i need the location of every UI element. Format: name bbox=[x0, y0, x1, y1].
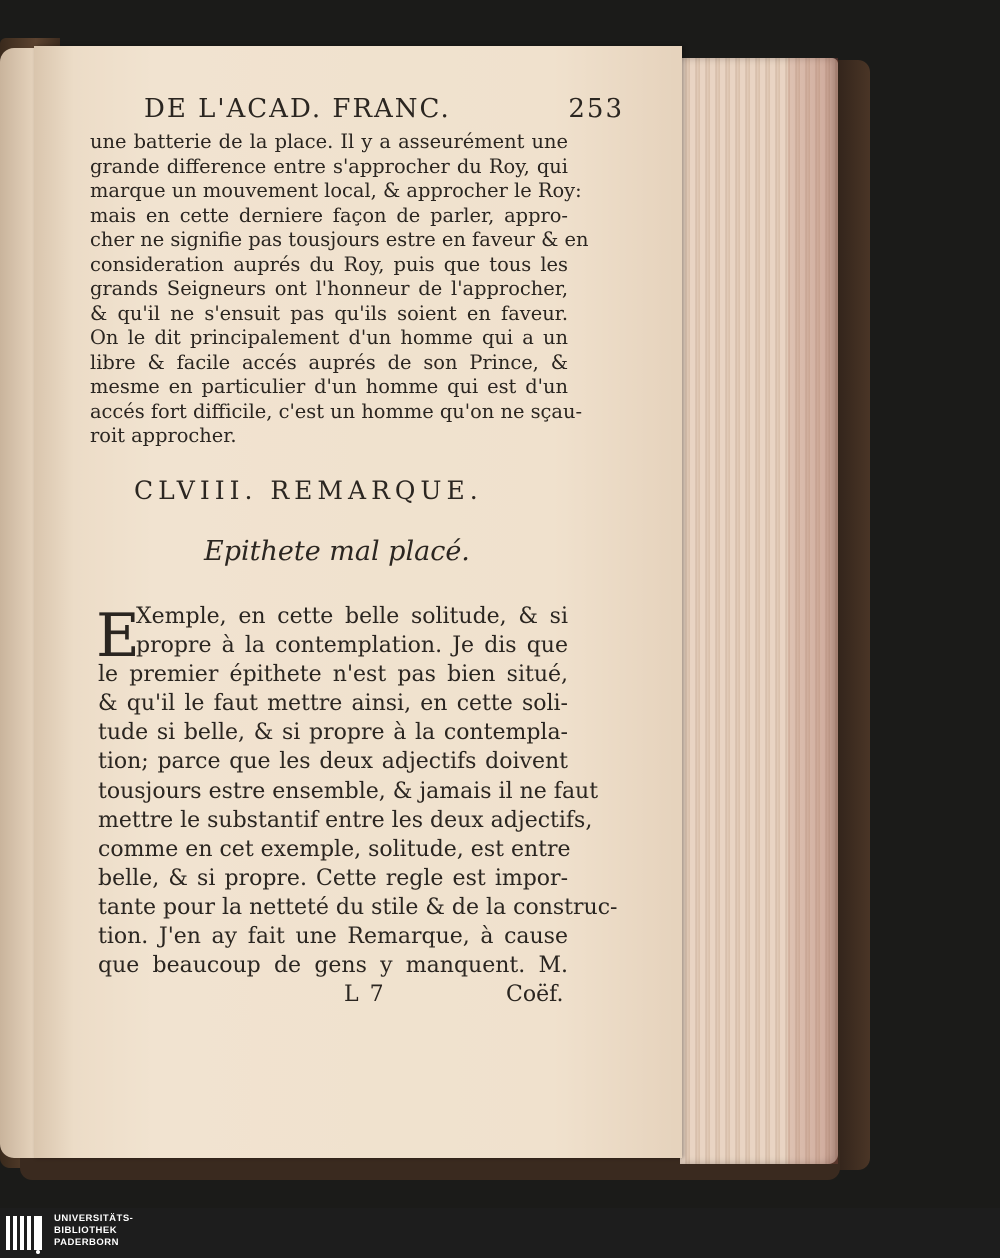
text-line: le premier épithete n'est pas bien situé, bbox=[98, 662, 568, 688]
text-line: que beaucoup de gens y manquent. M. bbox=[98, 953, 568, 979]
text-line: consideration auprés du Roy, puis que tous les bbox=[90, 252, 568, 276]
running-head bbox=[144, 94, 624, 134]
text-line: tousjours estre ensemble, & jamais il ne faut bbox=[98, 778, 599, 804]
library-name-line: PADERBORN bbox=[54, 1237, 120, 1248]
continued-text bbox=[90, 130, 589, 449]
text-line: roit approcher. bbox=[90, 424, 237, 447]
text-line: une batterie de la place. Il y a asseurément une bbox=[90, 130, 568, 153]
text-line: accés fort difficile, c'est un homme qu'on ne sçau- bbox=[90, 399, 582, 423]
text-line: & qu'il ne s'ensuit pas qu'ils soient en faveur. bbox=[90, 301, 568, 325]
library-name-line: BIBLIOTHEK bbox=[54, 1225, 118, 1236]
text-line: grands Seigneurs ont l'honneur de l'approcher, bbox=[90, 277, 568, 300]
drop-cap: E bbox=[96, 601, 140, 671]
page-number: 253 bbox=[568, 94, 624, 124]
text-line: Xemple, en cette belle solitude, & si bbox=[136, 604, 568, 629]
remark-subtitle: Epithete mal placé. bbox=[204, 536, 470, 567]
library-logo-icon bbox=[4, 1212, 46, 1254]
remark-heading: CLVIII. REMARQUE. bbox=[134, 476, 483, 505]
text-line: tion; parce que les deux adjectifs doivent bbox=[98, 749, 568, 775]
text-line: mesme en particulier d'un homme qui est d'un bbox=[90, 375, 568, 398]
text-line: belle, & si propre. Cette regle est impor- bbox=[98, 865, 568, 891]
text-line: On le dit principalement d'un homme qui a un bbox=[90, 326, 568, 349]
text-line: tion. J'en ay fait une Remarque, à cause bbox=[98, 924, 568, 950]
text-line: libre & facile accés auprés de son Prince, & bbox=[90, 350, 568, 374]
library-name-line: UNIVERSITÄTS- bbox=[54, 1213, 134, 1224]
catchword: Coëf. bbox=[506, 982, 564, 1007]
footer-bar bbox=[0, 1208, 1000, 1258]
book-page bbox=[34, 46, 682, 1158]
text-line: cher ne signifie pas tousjours estre en faveur & en bbox=[90, 228, 589, 251]
text-line: marque un mouvement local, & approcher le Roy: bbox=[90, 179, 582, 202]
text-line: comme en cet exemple, solitude, est entre bbox=[98, 836, 571, 862]
text-line: mais en cette derniere façon de parler, appro- bbox=[90, 203, 568, 227]
library-name bbox=[54, 1213, 133, 1249]
signature-mark: L 7 bbox=[344, 982, 386, 1007]
text-line: grande difference entre s'approcher du Roy, qui bbox=[90, 154, 568, 178]
text-line: & qu'il le faut mettre ainsi, en cette soli- bbox=[98, 691, 568, 717]
text-line: propre à la contemplation. Je dis que bbox=[136, 633, 568, 659]
remark-text bbox=[98, 602, 618, 980]
running-head-title: DE L'ACAD. FRANC. bbox=[144, 94, 451, 124]
text-line: tante pour la netteté du stile & de la construc- bbox=[98, 894, 618, 920]
text-line: tude si belle, & si propre à la contempla- bbox=[98, 720, 568, 746]
text-line: mettre le substantif entre les deux adjectifs, bbox=[98, 807, 593, 833]
page-block-edges bbox=[680, 58, 838, 1164]
